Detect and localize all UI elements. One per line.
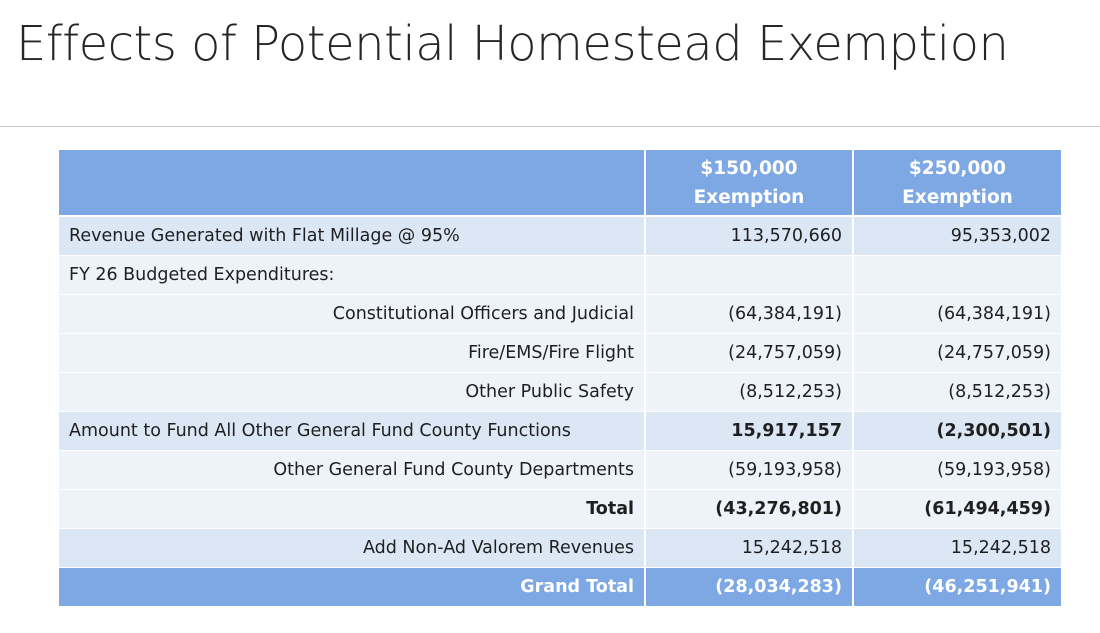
value-150k: 15,917,157 (645, 411, 853, 450)
header-150k-caption: Exemption (693, 186, 805, 208)
table-row (59, 372, 1061, 411)
row-label: FY 26 Budgeted Expenditures: (59, 255, 645, 294)
value-150k: 113,570,660 (645, 216, 853, 255)
header-250k-amount: $250,000 (908, 157, 1007, 179)
value-250k: (64,384,191) (853, 294, 1061, 333)
value-250k: 15,242,518 (853, 528, 1061, 567)
value-250k: (61,494,459) (853, 489, 1061, 528)
value-150k (645, 255, 853, 294)
row-label: Total (59, 489, 645, 528)
homestead-exemption-table (59, 150, 1061, 607)
table-row (59, 411, 1061, 450)
value-150k: (24,757,059) (645, 333, 853, 372)
value-250k (853, 255, 1061, 294)
value-150k: (64,384,191) (645, 294, 853, 333)
row-label: Add Non-Ad Valorem Revenues (59, 528, 645, 567)
table-row-total (59, 489, 1061, 528)
value-150k: (28,034,283) (645, 567, 853, 606)
value-250k: (46,251,941) (853, 567, 1061, 606)
value-150k: (8,512,253) (645, 372, 853, 411)
table-row (59, 528, 1061, 567)
header-250k-caption: Exemption (902, 186, 1013, 208)
header-label-cell (59, 150, 645, 216)
table-row (59, 333, 1061, 372)
value-150k: (59,193,958) (645, 450, 853, 489)
row-label: Other General Fund County Departments (59, 450, 645, 489)
table-row-grand-total (59, 567, 1061, 606)
value-150k: 15,242,518 (645, 528, 853, 567)
row-label: Other Public Safety (59, 372, 645, 411)
value-250k: (8,512,253) (853, 372, 1061, 411)
table-row (59, 450, 1061, 489)
value-250k: (24,757,059) (853, 333, 1061, 372)
table-row (59, 294, 1061, 333)
row-label: Constitutional Officers and Judicial (59, 294, 645, 333)
table-row (59, 255, 1061, 294)
row-label: Revenue Generated with Flat Millage @ 95% (59, 216, 645, 255)
header-250k-exemption (853, 150, 1061, 216)
value-250k: (59,193,958) (853, 450, 1061, 489)
value-150k: (43,276,801) (645, 489, 853, 528)
row-label: Fire/EMS/Fire Flight (59, 333, 645, 372)
row-label: Amount to Fund All Other General Fund County Functions (59, 411, 645, 450)
value-250k: 95,353,002 (853, 216, 1061, 255)
table-header-row (59, 150, 1061, 216)
slide-title: Effects of Potential Homestead Exemption (16, 16, 1009, 72)
title-divider (0, 126, 1100, 127)
table-row (59, 216, 1061, 255)
header-150k-amount: $150,000 (700, 157, 798, 179)
value-250k: (2,300,501) (853, 411, 1061, 450)
row-label: Grand Total (59, 567, 645, 606)
header-150k-exemption (645, 150, 853, 216)
